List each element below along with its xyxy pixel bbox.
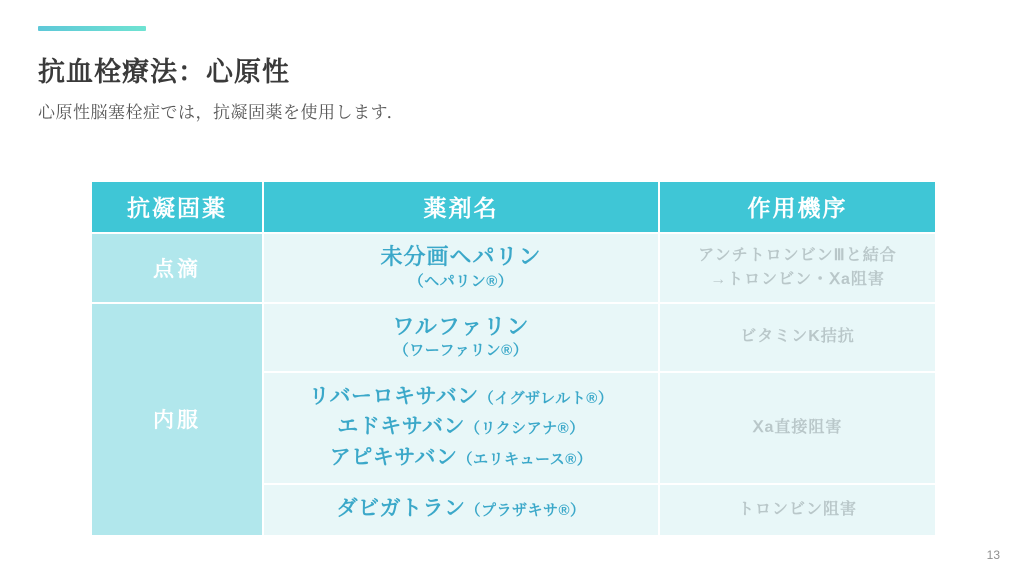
drug-name-brand: （エリキュース®）: [457, 450, 593, 468]
drug-name-brand: （イグザレルト®）: [478, 390, 614, 407]
cell-category-oral: 内服: [91, 303, 263, 536]
page-subtitle: 心原性脳塞栓症では，抗凝固薬を使用します．: [38, 103, 405, 122]
drug-name-brand: （プラザキサ®）: [465, 502, 586, 520]
cell-category-drip: 点滴: [91, 233, 263, 303]
drug-name-main: 未分画ヘパリン: [380, 244, 542, 269]
accent-bar: [38, 26, 146, 31]
drug-name-main: リバーロキサバン: [308, 385, 479, 408]
mechanism-line: トロンビン阻害: [737, 501, 857, 519]
drug-entry: [268, 412, 654, 442]
page-number: 13: [986, 548, 1000, 562]
cell-mechanism-thrombin: [659, 484, 936, 535]
drug-entry: [268, 382, 654, 412]
cell-mechanism-xa: [659, 372, 936, 484]
header-drug-name: 薬剤名: [263, 181, 659, 233]
mechanism-line: →トロンビン・Ⅹa阻害: [710, 270, 885, 288]
cell-drug-heparin: [263, 233, 659, 303]
cell-drug-dabigatran: [263, 484, 659, 535]
mechanism-line: Ⅹa直接阻害: [752, 419, 843, 437]
drug-name-brand: （リクシアナ®）: [464, 420, 585, 438]
drug-entry: [268, 443, 654, 473]
cell-drug-doacs: [263, 372, 659, 484]
cell-drug-warfarin: [263, 303, 659, 373]
cell-mechanism-heparin: [659, 233, 936, 303]
header-mechanism: 作用機序: [659, 181, 936, 233]
drug-entry: [268, 494, 654, 524]
page-title: 抗血栓療法：心原性: [38, 57, 290, 87]
anticoagulant-table: [90, 180, 937, 537]
header-category: 抗凝固薬: [91, 181, 263, 233]
drug-name-main: エドキサバン: [337, 415, 465, 439]
table-row: [91, 303, 936, 373]
drug-name-main: ダビガトラン: [336, 497, 466, 521]
table-row: [91, 233, 936, 303]
table-header-row: [91, 181, 936, 233]
cell-mechanism-warfarin: [659, 303, 936, 373]
drug-name-brand: （ワーファリン®）: [393, 342, 529, 359]
mechanism-line: ビタミンK拮抗: [740, 328, 855, 346]
drug-table-container: [90, 180, 935, 537]
mechanism-line: アンチトロンビンⅢと結合: [698, 246, 897, 264]
drug-name-brand: （ヘパリン®）: [408, 272, 514, 290]
drug-name-main: ワルファリン: [392, 313, 530, 339]
drug-name-main: アピキサバン: [329, 445, 458, 469]
